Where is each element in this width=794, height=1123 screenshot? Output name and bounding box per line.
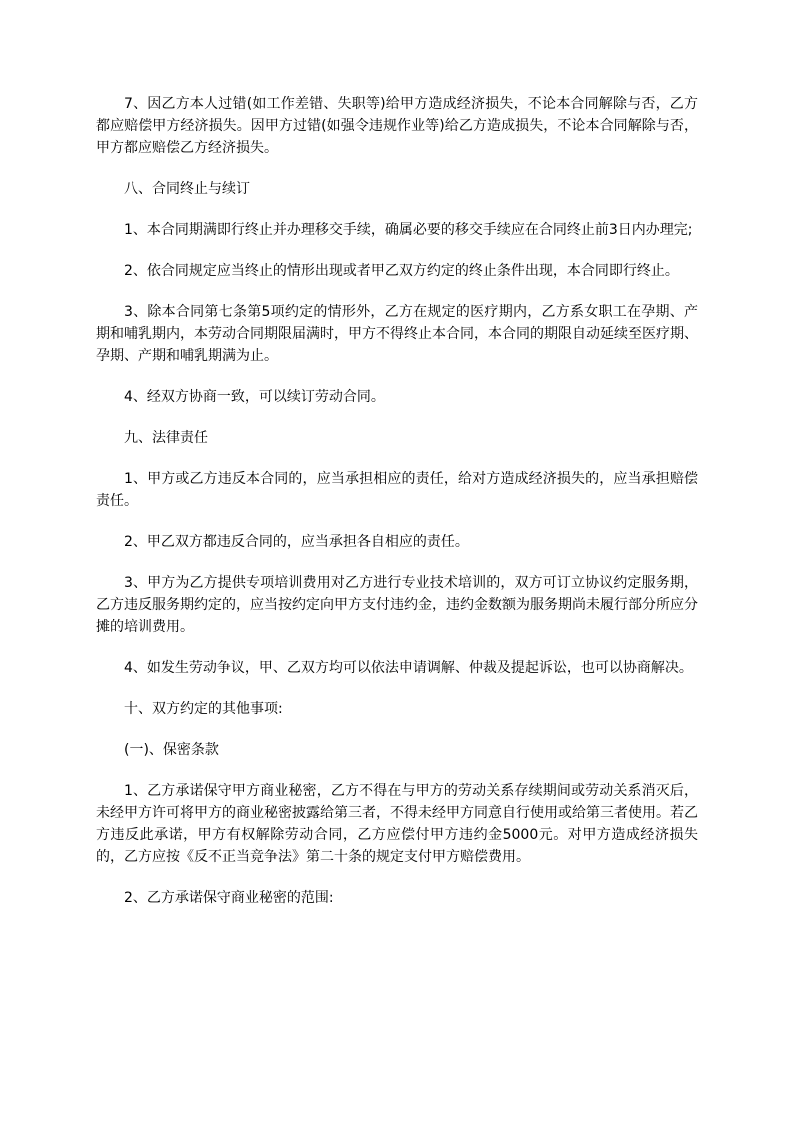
section-8-heading: 八、合同终止与续订	[124, 181, 250, 197]
clause-7-damages: 7、因乙方本人过错(如工作差错、失职等)给甲方造成经济损失，不论本合同解除与否，乙方都应赔偿甲方经济损失。因甲方过错(如强令违规作业等)给乙方造成损失，不论本合同解除与否，甲方都应赔偿乙方经济损失。	[96, 96, 698, 156]
clause-8-4: 4、经双方协商一致，可以续订劳动合同。	[124, 389, 385, 405]
confidentiality-heading: (一)、保密条款	[124, 742, 219, 758]
section-10-heading: 十、双方约定的其他事项:	[124, 701, 283, 717]
clause-9-1: 1、甲方或乙方违反本合同的，应当承担相应的责任，给对方造成经济损失的，应当承担赔偿责任。	[96, 471, 698, 509]
confidentiality-clause-1: 1、乙方承诺保守甲方商业秘密，乙方不得在与甲方的劳动关系存续期间或劳动关系消灭后，未经甲方许可将甲方的商业秘密披露给第三者，不得未经甲方同意自行使用或给第三者使用。若乙方违反此承诺，甲方有权解除劳动合同，乙方应偿付甲方违约金5000元。对甲方造成经济损失的，乙方应按《反不正当竞争法》第二十条的规定支付甲方赔偿费用。	[96, 783, 698, 865]
clause-9-2: 2、甲乙双方都违反合同的，应当承担各自相应的责任。	[124, 534, 469, 550]
clause-8-2: 2、依合同规定应当终止的情形出现或者甲乙双方约定的终止条件出现，本合同即行终止。	[124, 263, 679, 279]
clause-8-3: 3、除本合同第七条第5项约定的情形外，乙方在规定的医疗期内，乙方系女职工在孕期、产期和哺乳期内，本劳动合同期限届满时，甲方不得终止本合同，本合同的期限自动延续至医疗期、孕期、产期和哺乳期满为止。	[96, 304, 698, 364]
confidentiality-clause-2: 2、乙方承诺保守商业秘密的范围:	[124, 890, 334, 906]
clause-9-3: 3、甲方为乙方提供专项培训费用对乙方进行专业技术培训的，双方可订立协议约定服务期，乙方违反服务期约定的，应当按约定向甲方支付违约金，违约金数额为服务期尚未履行部分所应分摊的培训费用。	[96, 575, 698, 635]
document-page	[96, 93, 698, 928]
clause-9-4: 4、如发生劳动争议，甲、乙双方均可以依法申请调解、仲裁及提起诉讼，也可以协商解决。	[124, 660, 693, 676]
clause-8-1: 1、本合同期满即行终止并办理移交手续，确属必要的移交手续应在合同终止前3日内办理完;	[124, 222, 693, 238]
section-9-heading: 九、法律责任	[124, 430, 208, 446]
